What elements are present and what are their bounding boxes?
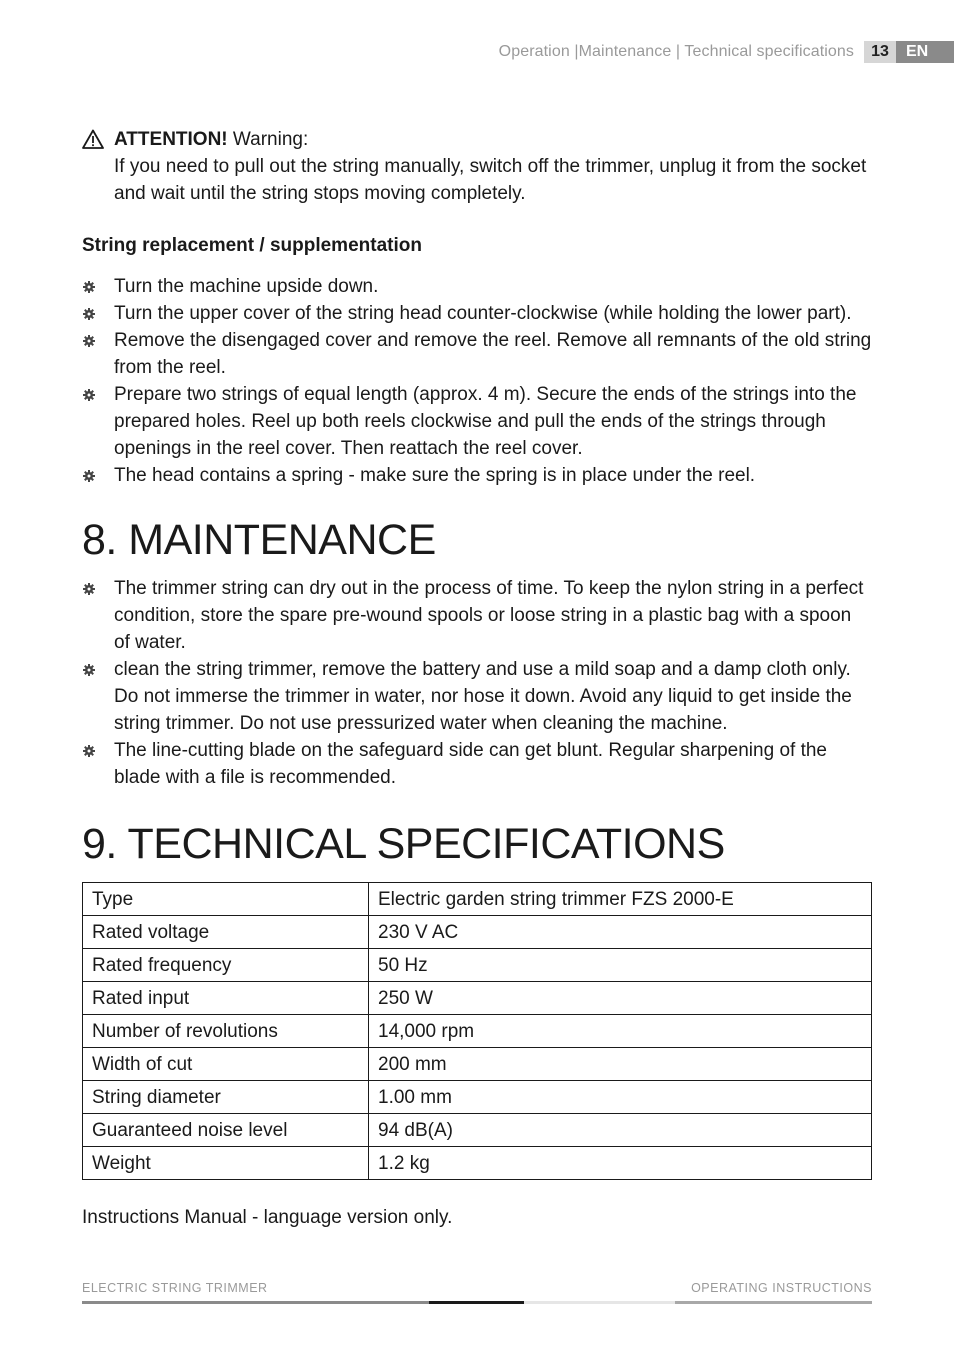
attention-label: ATTENTION!: [114, 129, 228, 150]
list-item: [82, 327, 872, 381]
spec-key: Number of revolutions: [83, 1015, 369, 1048]
footer-bar-segment: [675, 1301, 872, 1304]
spec-key: Weight: [83, 1147, 369, 1180]
footer-bar-segment: [429, 1301, 524, 1304]
table-row: [83, 1147, 872, 1180]
string-steps-list: [82, 273, 872, 489]
list-item-text: Prepare two strings of equal length (approx. 4 m). Secure the ends of the strings into the prepared holes. Reel up both reels clockwise and pull the ends of the strings through openings in the reel cover. Then reattach the reel cover.: [114, 384, 857, 459]
list-item-text: The line-cutting blade on the safeguard side can get blunt. Regular sharpening of the blade with a file is recommended.: [114, 740, 827, 788]
list-item-text: clean the string trimmer, remove the battery and use a mild soap and a damp cloth only. Do not immerse the trimmer in water, nor hose it down. Avoid any liquid to get inside the string trimmer. Do not use pressurized water when cleaning the machine.: [114, 659, 852, 734]
header-breadcrumb: Operation |Maintenance | Technical specifications: [498, 43, 854, 60]
list-item: [82, 575, 872, 656]
list-item: [82, 656, 872, 737]
language-note: Instructions Manual - language version only.: [82, 1207, 453, 1228]
spec-value: 50 Hz: [369, 949, 872, 982]
spec-value: 200 mm: [369, 1048, 872, 1081]
spec-key: Width of cut: [83, 1048, 369, 1081]
gear-bullet-icon: [83, 389, 95, 401]
page-content: [82, 126, 872, 1231]
spec-key: Rated input: [83, 982, 369, 1015]
list-item: [82, 737, 872, 791]
table-row: [83, 916, 872, 949]
table-row: [83, 1081, 872, 1114]
maintenance-list: [82, 575, 872, 791]
specs-table: [82, 882, 872, 1180]
list-item-text: Remove the disengaged cover and remove the reel. Remove all remnants of the old string from the reel.: [114, 330, 872, 378]
attention-text: If you need to pull out the string manually, switch off the trimmer, unplug it from the socket and wait until the string stops moving completely.: [114, 156, 867, 204]
list-item: [82, 381, 872, 462]
table-row: [83, 949, 872, 982]
gear-bullet-icon: [83, 335, 95, 347]
table-row: [83, 1048, 872, 1081]
list-item: [82, 273, 872, 300]
table-row: [83, 1114, 872, 1147]
gear-bullet-icon: [83, 664, 95, 676]
gear-bullet-icon: [83, 470, 95, 482]
spec-value: 1.00 mm: [369, 1081, 872, 1114]
spec-value: 14,000 rpm: [369, 1015, 872, 1048]
page-number: 13: [864, 41, 896, 63]
spec-key: Guaranteed noise level: [83, 1114, 369, 1147]
list-item: [82, 462, 872, 489]
footer-left-label: ELECTRIC STRING TRIMMER: [82, 1281, 268, 1295]
gear-bullet-icon: [83, 583, 95, 595]
spec-value: 230 V AC: [369, 916, 872, 949]
maintenance-heading: 8. MAINTENANCE: [82, 516, 436, 564]
list-item-text: Turn the machine upside down.: [114, 276, 379, 297]
list-item: [82, 300, 872, 327]
spec-value: Electric garden string trimmer FZS 2000-E: [369, 883, 872, 916]
footer-right-label: OPERATING INSTRUCTIONS: [691, 1281, 872, 1295]
string-section-title: String replacement / supplementation: [82, 235, 422, 256]
spec-key: Rated frequency: [83, 949, 369, 982]
attention-label-suffix: Warning:: [227, 129, 309, 150]
attention-heading: [114, 126, 872, 153]
specs-heading: 9. TECHNICAL SPECIFICATIONS: [82, 820, 725, 868]
gear-bullet-icon: [83, 745, 95, 757]
page-header: [499, 41, 954, 63]
warning-triangle-icon: [82, 129, 104, 149]
footer-bar-segment: [82, 1301, 429, 1304]
gear-bullet-icon: [83, 308, 95, 320]
spec-value: 1.2 kg: [369, 1147, 872, 1180]
spec-value: 94 dB(A): [369, 1114, 872, 1147]
table-row: [83, 982, 872, 1015]
list-item-text: Turn the upper cover of the string head counter-clockwise (while holding the lower part).: [114, 303, 852, 324]
attention-block: [82, 126, 872, 207]
gear-bullet-icon: [83, 281, 95, 293]
language-badge: EN: [896, 41, 954, 63]
list-item-text: The trimmer string can dry out in the process of time. To keep the nylon string in a perfect condition, store the spare pre-wound spools or loose string in a plastic bag with a spoon of water.: [114, 578, 864, 653]
table-row: [83, 1015, 872, 1048]
spec-key: String diameter: [83, 1081, 369, 1114]
table-row: [83, 883, 872, 916]
list-item-text: The head contains a spring - make sure the spring is in place under the reel.: [114, 465, 756, 486]
spec-value: 250 W: [369, 982, 872, 1015]
footer-bar-segment: [524, 1301, 675, 1304]
spec-key: Rated voltage: [83, 916, 369, 949]
spec-key: Type: [83, 883, 369, 916]
